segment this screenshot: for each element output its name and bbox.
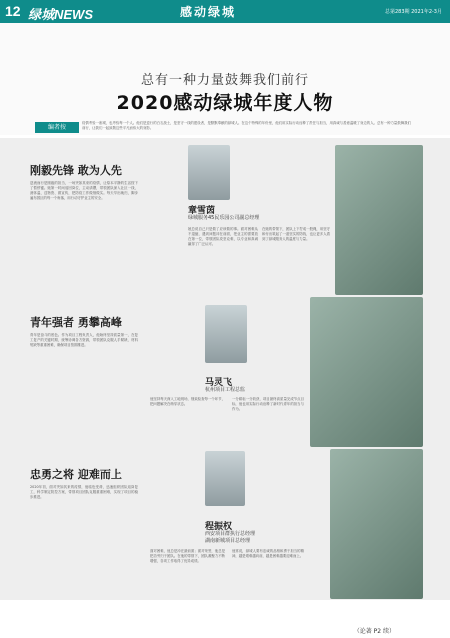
section-heading: 忠勇之将 迎难而上 (30, 468, 122, 481)
scene-photo (310, 297, 423, 447)
person-role: 杭州项目工程总监 (205, 387, 246, 393)
issue-info: 总第283期 2021年2-3月 (384, 9, 442, 15)
article-column: 青年是奋斗的底色。作为项目工程负责人，他始终坚持质量第一，在复工复产的关键时期，统筹协调各方资源，带领团队克服人手紧缺、材料短缺等重重困难，确保项目按期推进。 (30, 333, 138, 347)
article-column: 一分耕耘一分收获，项目最终高质量完成节点目标，他也用实际行动诠释了新时代青年的担当与作为。 (232, 397, 304, 411)
profile-section-1 (0, 145, 450, 297)
page-header (0, 0, 450, 23)
profile-section-3 (0, 449, 450, 601)
scene-photo (335, 145, 423, 295)
profile-section-2 (0, 297, 450, 449)
editor-note-text: 疫情考验一座城，也考验每一个人。他们是逆行的白衣战士，是坚守一线的建设者，是默默奉献的绿城人。在这个特殊的年份里，他们用实际行动诠释了责任与担当，用真诚与善意温暖了身边的人。总有一种力量鼓舞我们前行，让我们一起致敬这些平凡而伟大的身影。 (82, 121, 411, 130)
headline-subtitle: 总有一种力量鼓舞我们前行 (140, 73, 309, 88)
person-role: 绿城服务45民乐园公司副总经理 (188, 215, 260, 221)
article-column: 面对困难，他总是冲在最前面；面对荣誉，他总是把功劳归于团队。在他的带领下，团队凝聚力不断增强，各项工作取得了优异成绩。 (150, 549, 225, 563)
continuation-note: （论著 P2 续） (353, 628, 395, 635)
article-column: 她总说自己只是做了应该做的事。面对困难从不退缩，遇到问题冲在前面，把业主的需要放在第一位，带领团队攻坚克难，以专业和真诚赢得了广泛认可。 (188, 227, 258, 246)
section-heading: 刚毅先锋 敢为人先 (30, 164, 122, 177)
scene-photo (330, 449, 423, 599)
editor-note-label: 编者按 (35, 122, 79, 133)
article-column: 2020年初，面对突如其来的疫情，他临危受命，迅速组织团队返岗复工，科学制定防控方案，带领项目团队克服重重困难，实现了项目的稳步推进。 (30, 485, 138, 499)
article-column: 在她的带领下，团队上下拧成一股绳，用坚守和付出筑起了一道坚实的防线，也让更多人看到了绿城服务人的温度与力量。 (262, 227, 330, 241)
article-column: 逆流而行是刚毅的担当，一场突如其来的疫情，让原本平静的生活按下了暂停键。她第一时间返回岗位，主动请缨，带领团队深入社区一线，测体温、送物资、做宣传，把防疫工作做细做实。每天早出晚归，脚步遍布园区的每一个角落，用行动守护业主的安全。 (30, 181, 138, 200)
newsletter-brand: 绿城NEWS (28, 7, 94, 22)
person-name: 章雪茵 (188, 206, 216, 216)
headline-title: 2020感动绿城年度人物 (116, 92, 334, 114)
person-photo-icon (205, 305, 247, 363)
article-column: 他坚持每天深入工地现场，细致检查每一个环节，把问题解决在萌芽状态。 (150, 397, 225, 406)
person-name: 程振权 (205, 522, 233, 532)
article-column: 他常说，绿城人要有忠诚的品格和勇于担当的精神，越是艰难越向前，越是困难越要迎难而上。 (232, 549, 304, 558)
person-photo-icon (188, 145, 230, 200)
person-role: 西安项目群执行总经理 湖南新城项目总经理 (205, 531, 256, 544)
person-photo-icon (205, 451, 245, 506)
section-heading: 青年强者 勇攀高峰 (30, 316, 122, 329)
section-title: 感动绿城 (180, 5, 237, 19)
person-name: 马灵飞 (205, 378, 233, 388)
page-number: 12 (5, 3, 21, 19)
